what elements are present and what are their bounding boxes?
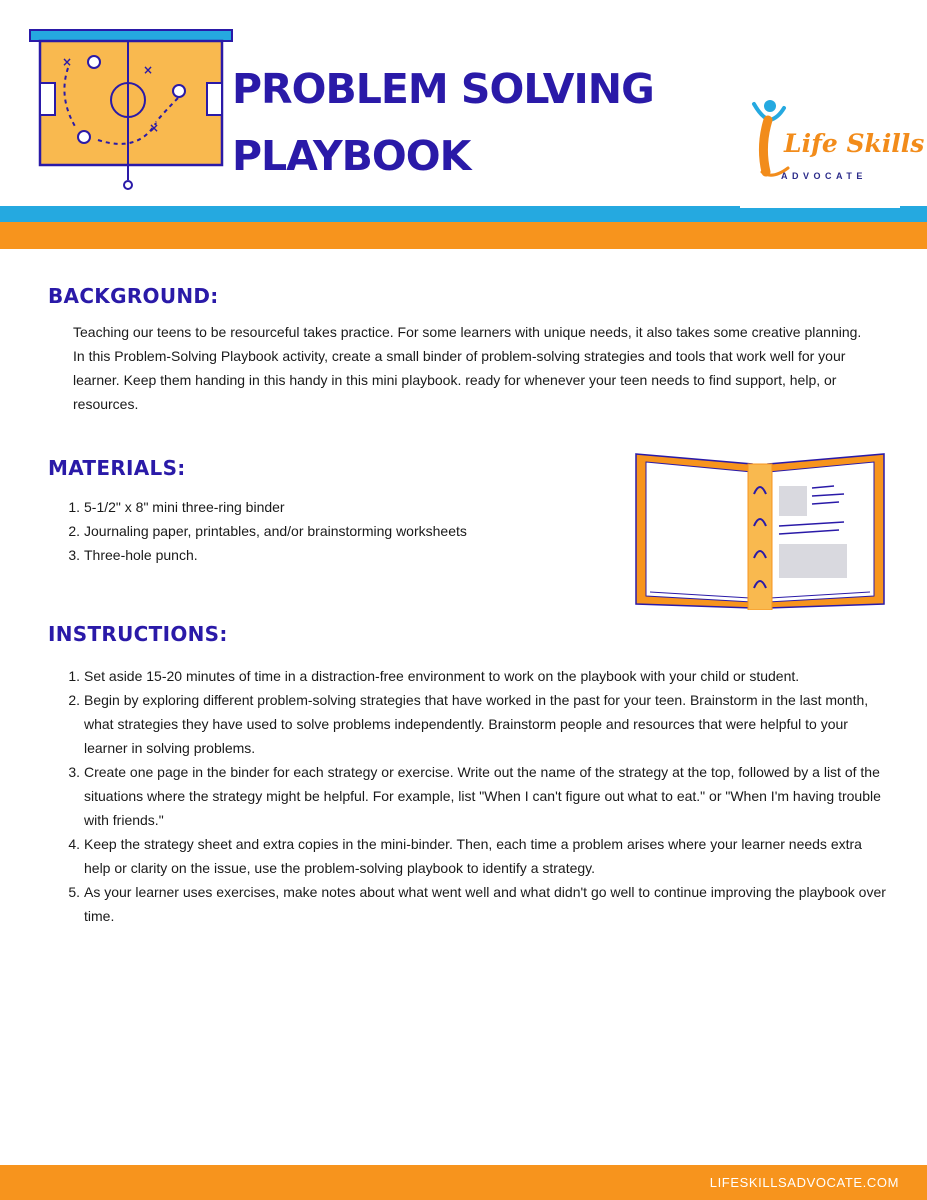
binder-icon	[634, 452, 886, 610]
svg-text:×: ×	[62, 55, 73, 69]
materials-heading: MATERIALS:	[48, 456, 186, 480]
list-item: 1. 5-1/2" x 8" mini three-ring binder	[68, 499, 285, 515]
list-item: 2. Begin by exploring different problem-solving strategies that have worked in the past for your teen. Brainstorm in the last month, what strategies they have used to solve problems independently. Brainstorm people and resources that were helpful to your learner in solving problems.	[68, 692, 869, 756]
header-band-gap	[740, 206, 900, 208]
header-band-blue	[0, 206, 927, 222]
instructions-heading: INSTRUCTIONS:	[48, 622, 228, 646]
instructions-list	[70, 664, 890, 928]
list-item: 2. Journaling paper, printables, and/or brainstorming worksheets	[68, 523, 467, 539]
svg-text:×: ×	[149, 121, 160, 135]
materials-list	[70, 495, 610, 567]
list-item: 4. Keep the strategy sheet and extra copies in the mini-binder. Then, each time a problem arises where your learner needs extra help or clarity on the issue, use the problem-solving playbook to identify a strategy.	[68, 836, 862, 876]
title-line-2: PLAYBOOK	[232, 132, 471, 180]
strategy-board-icon	[28, 28, 236, 198]
life-skills-advocate-logo	[738, 98, 925, 193]
svg-text:×: ×	[143, 63, 154, 77]
footer-bar	[0, 1165, 927, 1200]
background-heading: BACKGROUND:	[48, 284, 219, 308]
page-title	[232, 56, 712, 190]
footer-url[interactable]: LIFESKILLSADVOCATE.COM	[709, 1175, 899, 1190]
list-item: 3. Create one page in the binder for each strategy or exercise. Write out the name of the strategy at the top, followed by a list of the situations where the strategy might be helpful. For example, list "When I can't figure out what to eat." or "When I'm having trouble with friends."	[68, 764, 881, 828]
list-item: 5. As your learner uses exercises, make notes about what went well and what didn't go well to continue improving the playbook over time.	[68, 884, 886, 924]
logo-brand: Life Skills	[784, 129, 925, 158]
background-paragraph: Teaching our teens to be resourceful takes practice. For some learners with unique needs, it also takes some creative planning. In this Problem-Solving Playbook activity, create a small binder of problem-solving strategies and tools that work well for your learner. Keep them handing in this handy in this mini playbook. ready for whenever your teen needs to find support, help, or resources.	[73, 324, 862, 412]
header-band-orange	[0, 222, 927, 249]
list-item: 1. Set aside 15-20 minutes of time in a distraction-free environment to work on the playbook with your child or student.	[68, 668, 800, 684]
title-line-1: PROBLEM SOLVING	[232, 65, 654, 113]
logo-subtitle: ADVOCATE	[781, 171, 867, 181]
list-item: 3. Three-hole punch.	[68, 547, 198, 563]
